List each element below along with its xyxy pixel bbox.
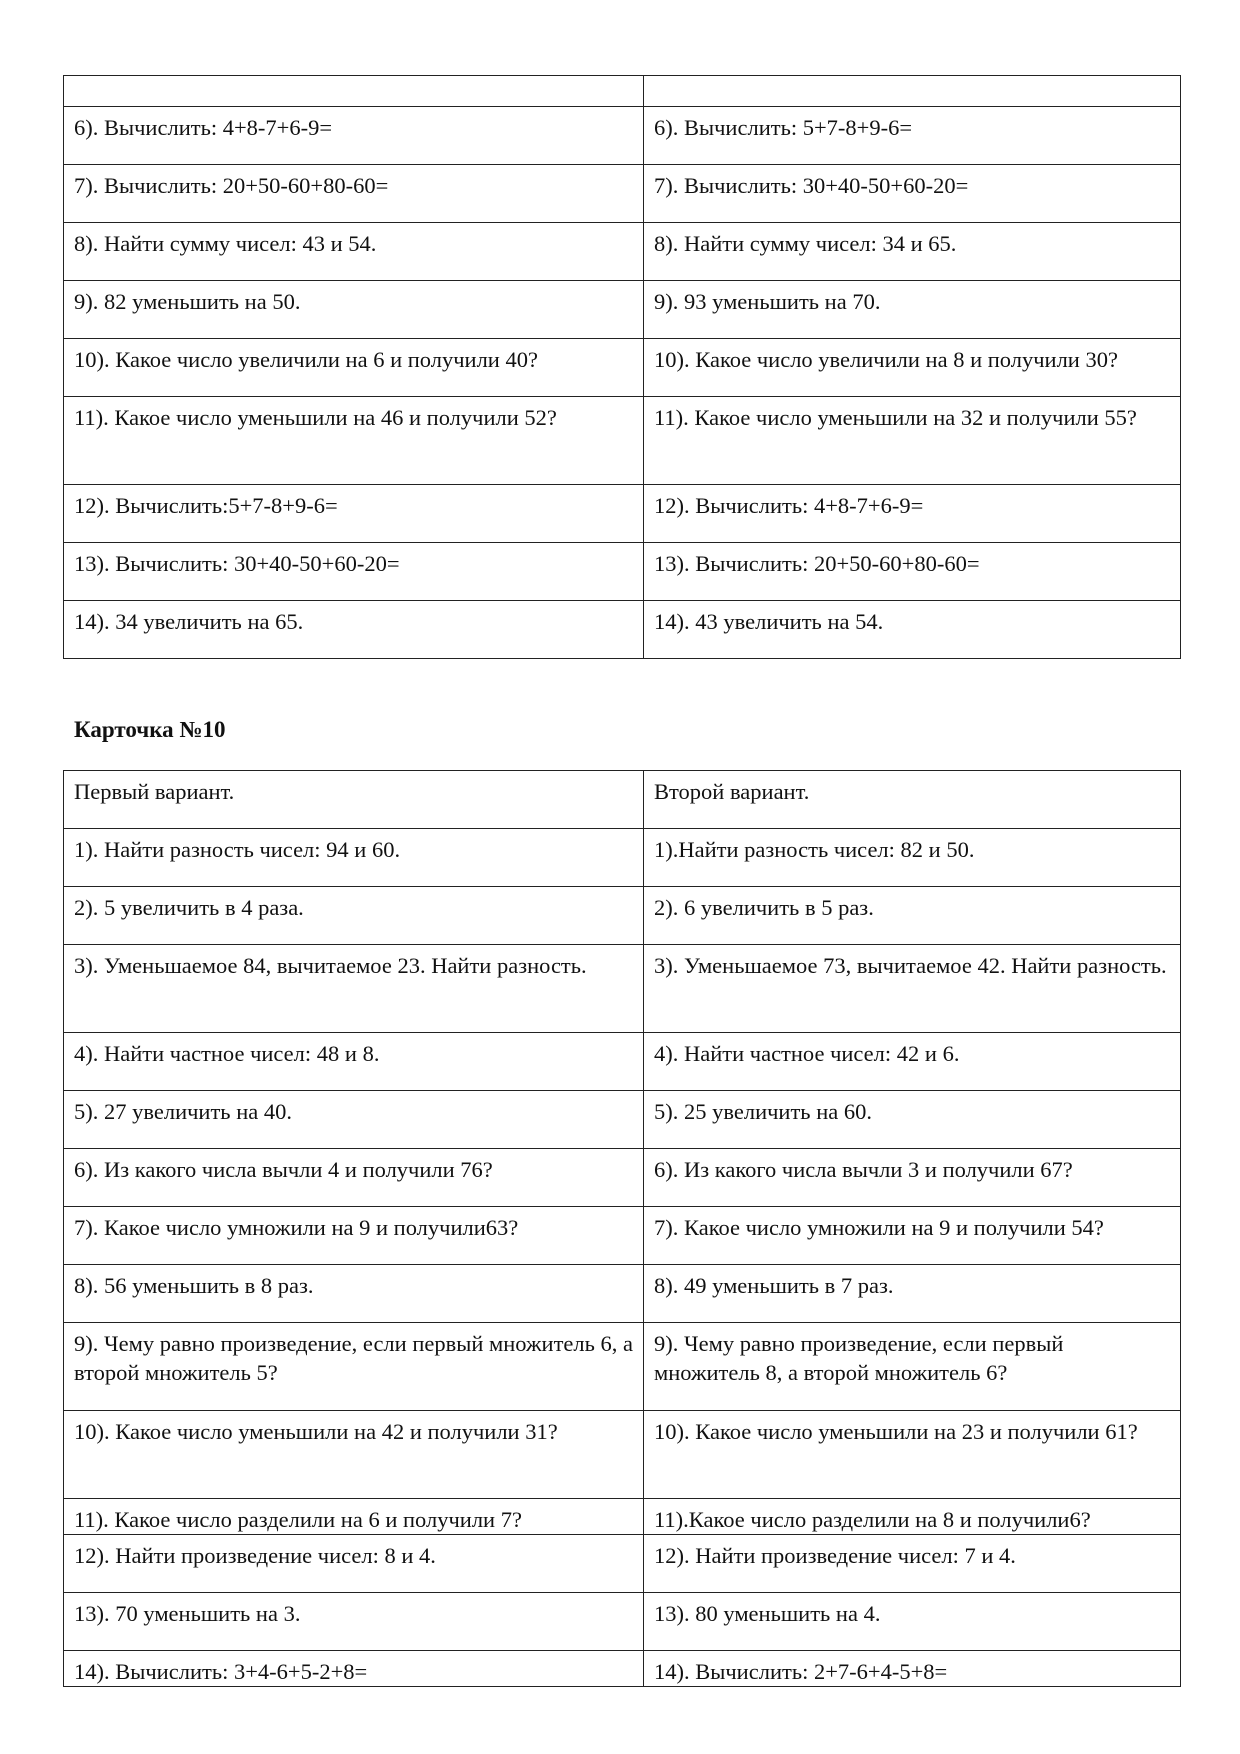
table-row — [64, 107, 1181, 165]
variant-2-cell: Второй вариант. — [644, 771, 1181, 829]
table-row — [64, 76, 1181, 107]
table-row — [64, 1535, 1181, 1593]
table-row — [64, 1149, 1181, 1207]
variant-2-cell: 6). Из какого числа вычли 3 и получили 67? — [644, 1149, 1181, 1207]
variant-2-cell: 10). Какое число увеличили на 8 и получили 30? — [644, 339, 1181, 397]
variant-1-cell: 4). Найти частное чисел: 48 и 8. — [64, 1033, 644, 1091]
variant-1-cell: Первый вариант. — [64, 771, 644, 829]
table-row — [64, 945, 1181, 1033]
table-row — [64, 397, 1181, 485]
variant-1-cell: 14). 34 увеличить на 65. — [64, 601, 644, 659]
variant-1-cell: 10). Какое число уменьшили на 42 и получили 31? — [64, 1411, 644, 1499]
variant-2-cell: 9). 93 уменьшить на 70. — [644, 281, 1181, 339]
table-row — [64, 829, 1181, 887]
table-row — [64, 1265, 1181, 1323]
variant-1-cell: 7). Вычислить: 20+50-60+80-60= — [64, 165, 644, 223]
table-row — [64, 339, 1181, 397]
variant-2-cell: 14). 43 увеличить на 54. — [644, 601, 1181, 659]
variant-1-cell: 12). Найти произведение чисел: 8 и 4. — [64, 1535, 644, 1593]
variant-1-cell: 3). Уменьшаемое 84, вычитаемое 23. Найти разность. — [64, 945, 644, 1033]
variant-2-cell: 13). Вычислить: 20+50-60+80-60= — [644, 543, 1181, 601]
variant-2-cell — [644, 76, 1181, 107]
variant-1-cell: 8). Найти сумму чисел: 43 и 54. — [64, 223, 644, 281]
table-row — [64, 485, 1181, 543]
variant-1-cell: 1). Найти разность чисел: 94 и 60. — [64, 829, 644, 887]
table-row — [64, 771, 1181, 829]
variant-1-cell: 8). 56 уменьшить в 8 раз. — [64, 1265, 644, 1323]
variant-1-cell: 10). Какое число увеличили на 6 и получили 40? — [64, 339, 644, 397]
variant-1-cell: 11). Какое число уменьшили на 46 и получили 52? — [64, 397, 644, 485]
variant-1-cell: 5). 27 увеличить на 40. — [64, 1091, 644, 1149]
table-row — [64, 281, 1181, 339]
variant-1-cell: 14). Вычислить: 3+4-6+5-2+8= — [64, 1651, 644, 1687]
variant-1-cell: 13). Вычислить: 30+40-50+60-20= — [64, 543, 644, 601]
table-row — [64, 1033, 1181, 1091]
card-9-continued-table — [63, 75, 1181, 659]
variant-2-cell: 4). Найти частное чисел: 42 и 6. — [644, 1033, 1181, 1091]
table-row — [64, 887, 1181, 945]
variant-1-cell: 7). Какое число умножили на 9 и получили63? — [64, 1207, 644, 1265]
variant-2-cell: 11). Какое число уменьшили на 32 и получили 55? — [644, 397, 1181, 485]
variant-2-cell: 14). Вычислить: 2+7-6+4-5+8= — [644, 1651, 1181, 1687]
variant-2-cell: 5). 25 увеличить на 60. — [644, 1091, 1181, 1149]
variant-2-cell: 11).Какое число разделили на 8 и получили6? — [644, 1499, 1181, 1535]
table-row — [64, 1091, 1181, 1149]
variant-2-cell: 9). Чему равно произведение, если первый множитель 8, а второй множитель 6? — [644, 1323, 1181, 1411]
card-10-table — [63, 770, 1181, 1687]
variant-1-cell: 12). Вычислить:5+7-8+9-6= — [64, 485, 644, 543]
variant-1-cell: 6). Из какого числа вычли 4 и получили 76? — [64, 1149, 644, 1207]
variant-2-cell: 3). Уменьшаемое 73, вычитаемое 42. Найти разность. — [644, 945, 1181, 1033]
variant-1-cell: 6). Вычислить: 4+8-7+6-9= — [64, 107, 644, 165]
variant-1-cell: 13). 70 уменьшить на 3. — [64, 1593, 644, 1651]
table-row — [64, 1323, 1181, 1411]
table-row — [64, 1411, 1181, 1499]
table-row — [64, 223, 1181, 281]
variant-2-cell: 12). Вычислить: 4+8-7+6-9= — [644, 485, 1181, 543]
variant-2-cell: 1).Найти разность чисел: 82 и 50. — [644, 829, 1181, 887]
variant-1-cell: 9). Чему равно произведение, если первый множитель 6, а второй множитель 5? — [64, 1323, 644, 1411]
variant-2-cell: 7). Вычислить: 30+40-50+60-20= — [644, 165, 1181, 223]
table-row — [64, 601, 1181, 659]
variant-2-cell: 2). 6 увеличить в 5 раз. — [644, 887, 1181, 945]
table-row — [64, 165, 1181, 223]
card-10-title: Карточка №10 — [74, 717, 226, 742]
table-row — [64, 543, 1181, 601]
variant-1-cell: 2). 5 увеличить в 4 раза. — [64, 887, 644, 945]
variant-1-cell: 11). Какое число разделили на 6 и получили 7? — [64, 1499, 644, 1535]
variant-2-cell: 6). Вычислить: 5+7-8+9-6= — [644, 107, 1181, 165]
variant-2-cell: 12). Найти произведение чисел: 7 и 4. — [644, 1535, 1181, 1593]
table-row — [64, 1499, 1181, 1535]
variant-1-cell — [64, 76, 644, 107]
table-row — [64, 1207, 1181, 1265]
variant-2-cell: 7). Какое число умножили на 9 и получили 54? — [644, 1207, 1181, 1265]
variant-2-cell: 10). Какое число уменьшили на 23 и получили 61? — [644, 1411, 1181, 1499]
variant-1-cell: 9). 82 уменьшить на 50. — [64, 281, 644, 339]
table-row — [64, 1651, 1181, 1687]
variant-2-cell: 8). Найти сумму чисел: 34 и 65. — [644, 223, 1181, 281]
variant-2-cell: 13). 80 уменьшить на 4. — [644, 1593, 1181, 1651]
variant-2-cell: 8). 49 уменьшить в 7 раз. — [644, 1265, 1181, 1323]
table-row — [64, 1593, 1181, 1651]
